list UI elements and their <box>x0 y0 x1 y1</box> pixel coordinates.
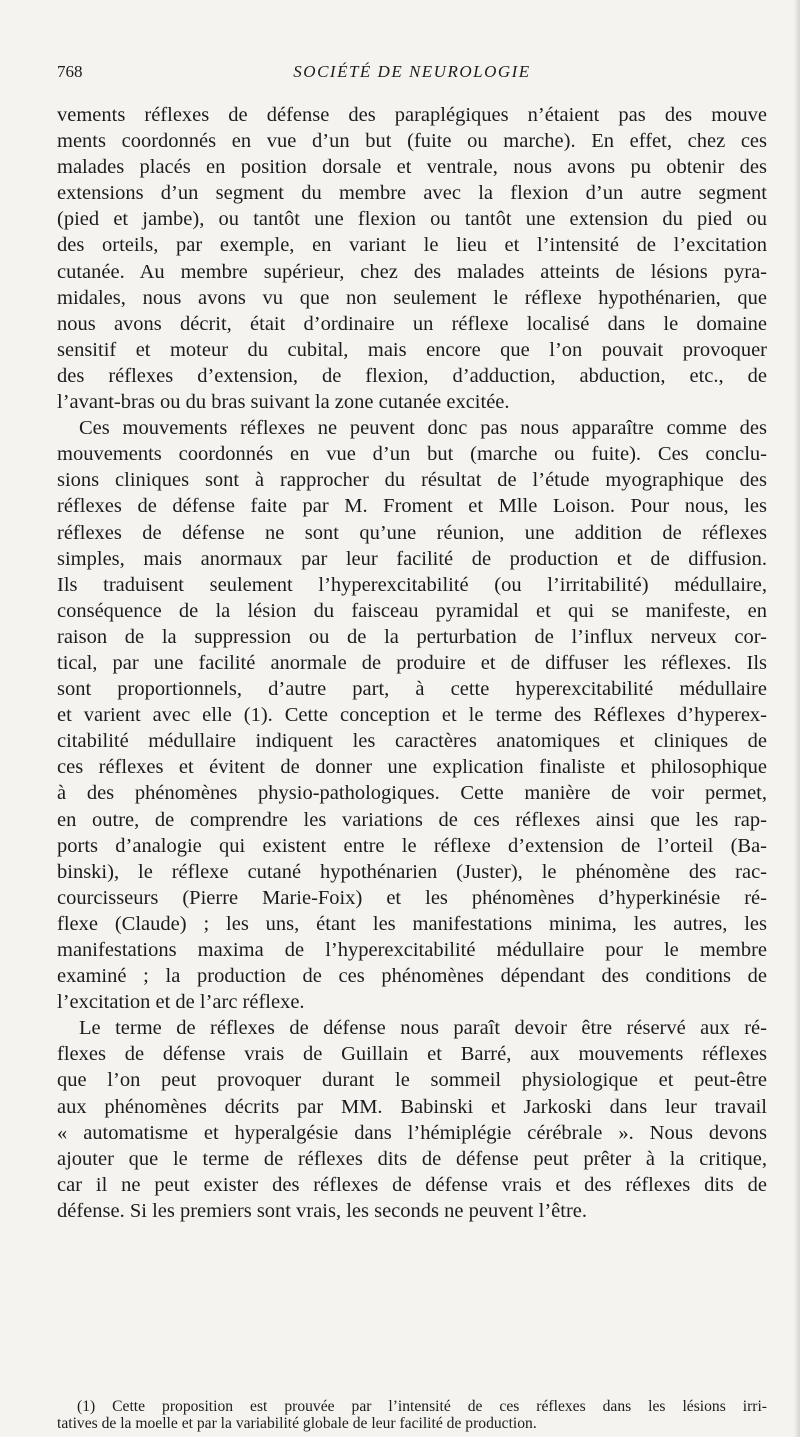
text-line: des orteils, par exemple, en variant le lieu et l’intensité de l’excitation <box>57 234 767 257</box>
text-line: ports d’analogie qui existent entre le réflexe d’extension de l’orteil (Ba- <box>57 834 767 857</box>
text-line: l’avant-bras ou du bras suivant la zone cutanée excitée. <box>57 391 510 414</box>
text-line: ajouter que le terme de réflexes dits de défense peut prêter à la critique, <box>57 1147 767 1170</box>
paragraph <box>57 415 767 1015</box>
text-line: des réflexes d’extension, de flexion, d’adduction, abduction, etc., de <box>57 364 767 387</box>
text-line: flexes de défense vrais de Guillain et Barré, aux mouvements réflexes <box>57 1043 767 1066</box>
text-line: sions cliniques sont à rapprocher du résultat de l’étude myographique des <box>57 469 767 492</box>
text-line: examiné ; la production de ces phénomènes dépendant des conditions de <box>57 965 767 988</box>
body-text <box>57 102 767 1224</box>
text-line: malades placés en position dorsale et ventrale, nous avons pu obtenir des <box>57 156 767 179</box>
text-line: extensions d’un segment du membre avec la flexion d’un autre segment <box>57 182 767 205</box>
text-line: raison de la suppression ou de la perturbation de l’influx nerveux cor- <box>57 625 767 648</box>
text-line: flexe (Claude) ; les uns, étant les manifestations minima, les autres, les <box>57 912 767 935</box>
text-line: sensitif et moteur du cubital, mais encore que l’on pouvait provoquer <box>57 338 767 361</box>
text-line: citabilité médullaire indiquent les caractères anatomiques et cliniques de <box>57 730 767 753</box>
paragraph <box>57 1015 767 1224</box>
text-line: sont proportionnels, d’autre part, à cette hyperexcitabilité médullaire <box>57 678 767 701</box>
footnote-line: (1) Cette proposition est prouvée par l’intensité de ces réflexes dans les lésions irri- <box>77 1398 767 1415</box>
text-line: à des phénomènes physio-pathologiques. Cette manière de voir permet, <box>57 782 767 805</box>
text-line: Ces mouvements réflexes ne peuvent donc pas nous apparaître comme des <box>79 417 767 440</box>
text-line: ces réflexes et évitent de donner une explication finaliste et philosophique <box>57 756 767 779</box>
text-line: réflexes de défense ne sont qu’une réunion, une addition de réflexes <box>57 521 767 544</box>
page-number: 768 <box>57 62 83 81</box>
text-line: l’excitation et de l’arc réflexe. <box>57 991 305 1014</box>
text-line: aux phénomènes décrits par MM. Babinski et Jarkoski dans leur travail <box>57 1095 767 1118</box>
text-line: cutanée. Au membre supérieur, chez des malades atteints de lésions pyra- <box>57 260 767 283</box>
text-line: conséquence de la lésion du faisceau pyramidal et qui se manifeste, en <box>57 599 767 622</box>
text-line: simples, mais anormaux par leur facilité de production et de diffusion. <box>57 547 767 570</box>
text-line: courcisseurs (Pierre Marie-Foix) et les phénomènes d’hyperkinésie ré- <box>57 886 767 909</box>
text-line: ments coordonnés en vue d’un but (fuite ou marche). En effet, chez ces <box>57 130 767 153</box>
text-line: manifestations maxima de l’hyperexcitabilité médullaire pour le membre <box>57 939 767 961</box>
text-line: nous avons décrit, était d’ordinaire un réflexe localisé dans le domaine <box>57 312 767 335</box>
text-line: car il ne peut exister des réflexes de défense vrais et des réflexes dits de <box>57 1173 767 1196</box>
text-line: vements réflexes de défense des paraplégiques n’étaient pas des mouve <box>57 104 767 126</box>
text-line: Ils traduisent seulement l’hyperexcitabilité (ou l’irritabilité) médullaire, <box>57 573 767 596</box>
text-line: défense. Si les premiers sont vrais, les seconds ne peuvent l’être. <box>57 1199 587 1222</box>
footnote-line: tatives de la moelle et par la variabilité globale de leur facilité de production. <box>57 1415 537 1432</box>
text-line: binski), le réflexe cutané hypothénarien (Juster), le phénomène des rac- <box>57 860 767 883</box>
text-line: en outre, de comprendre les variations de ces réflexes ainsi que les rap- <box>57 808 767 831</box>
scan-edge-shadow <box>794 0 800 1437</box>
running-title: SOCIÉTÉ DE NEUROLOGIE <box>293 62 531 81</box>
text-line: que l’on peut provoquer durant le sommeil physiologique et peut-être <box>57 1069 767 1092</box>
paragraph <box>57 102 767 415</box>
text-line: « automatisme et hyperalgésie dans l’hémiplégie cérébrale ». Nous devons <box>57 1121 767 1144</box>
text-line: Le terme de réflexes de défense nous paraît devoir être réservé aux ré- <box>79 1017 767 1040</box>
text-line: réflexes de défense faite par M. Froment et Mlle Loison. Pour nous, les <box>57 495 767 518</box>
text-line: midales, nous avons vu que non seulement le réflexe hypothénarien, que <box>57 286 767 309</box>
footnote <box>57 1398 767 1432</box>
page-header <box>57 62 767 92</box>
text-line: mouvements coordonnés en vue d’un but (marche ou fuite). Ces conclu- <box>57 443 767 466</box>
text-line: tical, par une facilité anormale de produire et de diffuser les réflexes. Ils <box>57 651 767 674</box>
text-line: (pied et jambe), ou tantôt une flexion ou tantôt une extension du pied ou <box>57 208 767 231</box>
text-line: et varient avec elle (1). Cette conception et le terme des Réflexes d’hyperex- <box>57 704 767 727</box>
